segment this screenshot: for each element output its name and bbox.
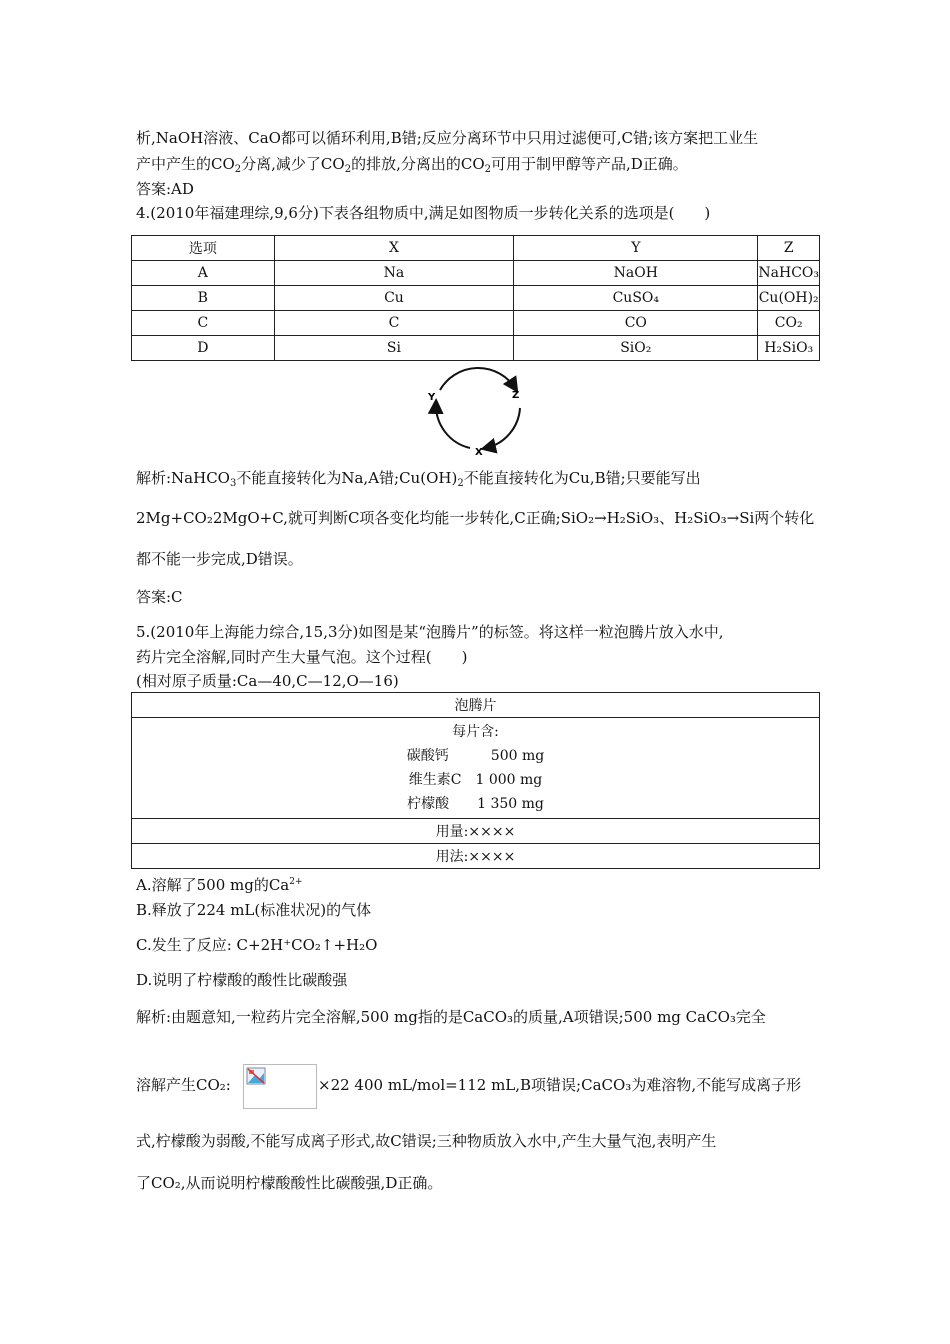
table-cell: NaHCO₃ [758,261,820,286]
table-header: 选项 [132,236,275,261]
label-item-calcium-carbonate: 碳酸钙 500 mg [406,748,545,764]
table-cell: Si [274,336,514,361]
table-cell: Na [274,261,514,286]
q5-stem-1: 5.(2010年上海能力综合,15,3分)如图是某“泡腾片”的标签。将这样一粒泡腾片放入水中, [136,623,724,641]
label-dosage: 用量:×××× [132,819,820,844]
table-header: Z [758,236,820,261]
table-cell: Cu [274,286,514,311]
table-cell: SiO₂ [514,336,758,361]
label-usage: 用法:×××× [132,844,820,869]
label-title: 泡腾片 [132,693,820,718]
diagram-label-z: Z [512,390,520,401]
table-cell: Cu(OH)₂ [758,286,820,311]
q5-analysis-line-2a: 溶解产生CO₂: [136,1076,231,1094]
table-row [132,336,820,361]
table-row [132,286,820,311]
diagram-label-y: Y [428,392,436,403]
table-cell: D [132,336,275,361]
q5-stem-3: (相对原子质量:Ca—40,C—12,O—16) [136,672,399,690]
q5-option-c: C.发生了反应: C+2H⁺CO₂↑+H₂O [136,936,378,954]
q5-analysis-line-2b: ×22 400 mL/mol=112 mL,B项错误;CaCO₃为难溶物,不能写成离子形 [318,1076,802,1094]
q5-option-b: B.释放了224 mL(标准状况)的气体 [136,901,372,919]
table-cell: CO₂ [758,311,820,336]
q5-option-a: A.溶解了500 mg的$Ca^{2+}$ [136,876,303,894]
broken-image-icon [246,1067,266,1085]
table-cell: H₂SiO₃ [758,336,820,361]
q4-stem: 4.(2010年福建理综,9,6分)下表各组物质中,满足如图物质一步转化关系的选项是( ) [136,204,711,222]
table-row [132,261,820,286]
q4-analysis-line-3: 都不能一步完成,D错误。 [136,550,303,568]
table-row [132,311,820,336]
table-header: Y [514,236,758,261]
arrow-x-to-y [436,404,470,448]
q4-table [131,235,820,361]
q5-analysis-line-4: 了CO₂,从而说明柠檬酸酸性比碳酸强,D正确。 [136,1174,443,1192]
q5-analysis-line-1: 解析:由题意知,一粒药片完全溶解,500 mg指的是CaCO₃的质量,A项错误;500 mg CaCO₃完全 [136,1008,766,1026]
intro-line-1: 析,NaOH溶液、CaO都可以循环利用,B错;反应分离环节中只用过滤便可,C错;该方案把工业生 [136,129,759,147]
table-header-row [132,236,820,261]
table-cell: A [132,261,275,286]
formula-image-placeholder [243,1064,317,1109]
effervescent-label-table [131,692,820,869]
q5-option-d: D.说明了柠檬酸的酸性比碳酸强 [136,971,348,989]
table-cell: C [274,311,514,336]
label-item-vitamin-c: 维生素C 1 000 mg [408,772,543,788]
intro-line-2: 产中产生的$CO_2$分离,减少了$CO_2$的排放,分离出的$CO_2$可用于制甲醇等产品,D正确。 [136,155,688,175]
table-header: X [274,236,514,261]
q4-analysis-line-2: 2Mg+CO₂2MgO+C,就可判断C项各变化均能一步转化,C正确;SiO₂→H₂SiO₃、H₂SiO₃→Si两个转化 [136,509,815,527]
label-item-citric-acid: 柠檬酸 1 350 mg [407,796,544,812]
q5-stem-2: 药片完全溶解,同时产生大量气泡。这个过程( ) [136,648,468,666]
answer-ad: 答案:AD [136,180,194,198]
table-cell: NaOH [514,261,758,286]
label-contents [132,718,820,819]
table-cell: CuSO₄ [514,286,758,311]
table-cell: B [132,286,275,311]
table-cell: C [132,311,275,336]
table-cell: CO [514,311,758,336]
diagram-label-x: X [475,447,483,458]
arrow-z-to-x [486,408,520,448]
conversion-cycle-diagram [418,360,538,460]
q5-analysis-line-3: 式,柠檬酸为弱酸,不能写成离子形式,故C错误;三种物质放入水中,产生大量气泡,表明产生 [136,1132,717,1150]
q4-analysis-line-1: 解析:NaHCO$_3$不能直接转化为Na,A错$;Cu(OH)_2$不能直接转化为Cu,B错;只要能写出 [136,469,701,489]
answer-c: 答案:C [136,588,183,606]
label-each: 每片含: [452,724,499,740]
arrow-y-to-z [440,368,515,390]
